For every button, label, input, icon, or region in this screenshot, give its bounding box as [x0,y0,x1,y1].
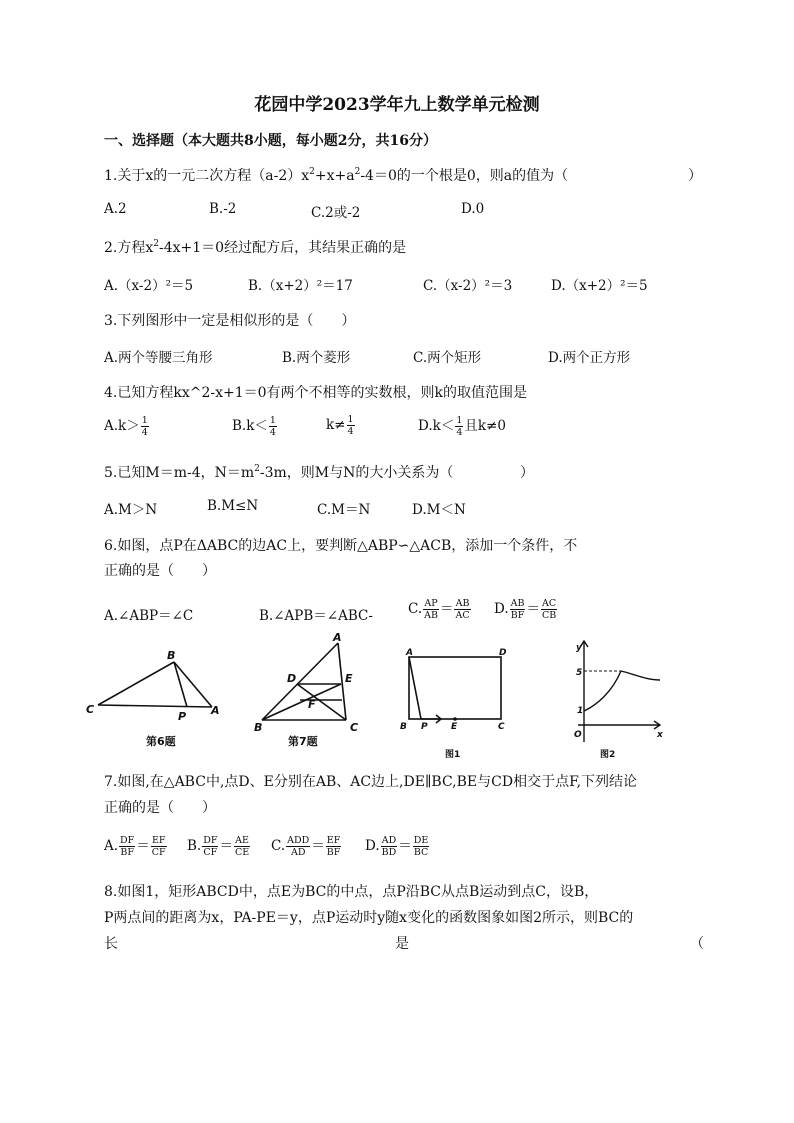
fraction [202,835,218,858]
fig7-label-f: F [308,698,316,711]
fig1-caption: 图1 [445,750,461,760]
fraction-numerator: AB [455,598,470,609]
q5-option-c: C.M＝N [317,502,371,518]
q5-option-a: A.M＞N [104,502,158,518]
fraction-denominator: 4 [269,427,276,438]
section-heading-choice: 一、选择题（本大题共8小题，每小题2分，共16分） [104,133,437,149]
equals-sign: ＝ [136,838,150,854]
fraction [326,835,342,858]
q5-option-b: B.M≤N [207,498,259,514]
q6-option-d-label: D. [494,601,509,617]
fig1-label-p: P [421,722,428,732]
fraction-numerator: 1 [269,415,276,426]
fraction-denominator: 4 [456,427,463,438]
question-8-line-3c: （ [690,936,704,952]
question-8-line-3a: 长 [104,936,118,952]
fig2-label-5: 5 [576,668,583,678]
q2-option-c: C.（x-2）²＝3 [423,278,513,294]
fig6-segment-ca [98,705,212,707]
fig6-caption: 第6题 [146,735,176,748]
fig2-label-y: y [576,643,582,653]
q4-option-b-label: B.k＜ [232,418,268,434]
fig2-caption: 图2 [600,750,616,760]
fig2-label-origin: O [574,730,582,740]
q1-sup-2: 2 [354,167,361,177]
fraction-numerator: DF [120,835,135,846]
fraction-denominator: 4 [141,427,148,438]
q3-option-a: A.两个等腰三角形 [104,350,213,366]
q4-option-c-label: k≠ [326,417,346,433]
q2-sup: 2 [153,239,159,249]
q1-option-a: A.2 [104,201,127,217]
fig1-rectangle-abcd [409,657,501,719]
figure-graph [578,641,660,742]
fraction-numerator: DF [203,835,218,846]
fraction-numerator: 1 [347,414,354,425]
q1-text-a: 1.关于x的一元二次方程（a-2）x [104,168,310,184]
fig7-label-a: A [333,631,342,644]
q5-sup: 2 [254,464,260,474]
q5-paren-close: ） [520,465,534,481]
q1-sup-1: 2 [309,167,315,177]
q5-text-b: -3m，则M与N的大小关系为（ [259,465,454,481]
fraction-denominator: AB [424,610,438,621]
equals-sign: ＝ [439,601,454,617]
fig2-label-x: x [657,730,663,740]
fig7-segment-ab [262,643,338,720]
q7-option-a [104,834,168,858]
fraction-numerator: AB [510,598,525,609]
fig1-label-a: A [406,648,413,658]
fraction-numerator: 1 [141,415,148,426]
q2-text-b: -4x+1＝0经过配方后，其结果正确的是 [159,240,407,256]
fig7-label-b: B [254,721,263,734]
q7-option-c-label: C. [271,838,286,854]
fig1-label-e: E [451,722,458,732]
q7-option-d-label: D. [365,838,380,854]
fraction-denominator: AC [455,610,470,621]
question-6-line-2: 正确的是（ ） [104,563,216,579]
q1-option-b: B.-2 [209,201,237,217]
q7-option-b [187,834,251,858]
q7-option-c [271,834,342,858]
q6-option-c-label: C. [408,601,423,617]
q4-option-d-tail: 且k≠0 [464,418,506,434]
q7-option-d [365,834,430,858]
fig7-caption: 第7题 [288,735,318,748]
question-7-line-2: 正确的是（ ） [104,800,216,816]
fraction-numerator: DE [413,835,429,846]
fig2-curve-falling [621,671,660,680]
figure-7 [262,643,346,720]
fig1-label-c: C [498,722,505,732]
q1-text-c: -4＝0的一个根是0，则a的值为（ [360,168,569,184]
q5-option-d: D.M＜N [412,502,466,518]
q7-option-b-label: B. [187,838,202,854]
q1-text-b: +x+a [314,168,355,184]
fraction-denominator: AD [290,847,306,858]
fig6-label-p: P [178,710,187,723]
fraction-numerator: ADD [287,835,310,846]
fraction [413,835,430,858]
figure-6 [98,662,212,707]
fraction [381,835,398,858]
question-8-line-1: 8.如图1，矩形ABCD中，点E为BC的中点，点P沿BC从点B运动到点C，设B， [104,884,599,900]
fig6-label-a: A [211,704,220,717]
q1-option-c: C.2或-2 [311,205,361,221]
q6-option-a: A.∠ABP＝∠C [104,608,194,624]
fraction [119,835,135,858]
q2-option-b: B.（x+2）²＝17 [248,278,353,294]
fraction-denominator: BC [413,847,429,858]
fig1-point-e [453,717,457,721]
figure-rectangle [409,657,501,723]
equals-sign: ＝ [219,838,233,854]
fig6-segment-cb [98,662,174,705]
fraction-denominator: BF [510,610,525,621]
question-3: 3.下列图形中一定是相似形的是（ ） [104,313,356,329]
fig7-label-d: D [287,672,297,685]
fig1-label-b: B [400,722,407,732]
equals-sign: ＝ [526,601,540,617]
equals-sign: ＝ [311,838,325,854]
fig2-label-1: 1 [577,706,584,716]
fraction-numerator: AC [542,598,557,609]
fraction-denominator: BF [326,847,341,858]
fraction-denominator: 4 [347,426,354,437]
fig7-segment-cd [297,684,346,720]
q3-option-c: C.两个矩形 [413,350,482,366]
fig1-segment-ap [409,657,421,719]
fraction [151,835,167,858]
question-8-line-3b: 是 [395,936,409,952]
q6-option-b: B.∠APB＝∠ABC- [259,608,373,624]
question-4: 4.已知方程kx^2-x+1＝0有两个不相等的实数根，则k的取值范围是 [104,385,528,401]
fraction [234,835,250,858]
fraction-denominator: CE [234,847,250,858]
fig7-segment-be [262,684,341,720]
q4-option-a-label: A.k＞ [104,418,140,434]
q1-paren-close: ） [688,168,702,184]
fraction-numerator: 1 [456,415,463,426]
fig1-label-d: D [499,648,507,658]
fig6-label-c: C [86,703,95,716]
q5-text-a: 5.已知M＝m-4，N＝m [104,465,255,481]
q2-option-d: D.（x+2）²＝5 [551,278,648,294]
fraction [286,835,310,858]
fraction-denominator: BD [381,847,397,858]
q1-option-d: D.0 [461,201,485,217]
fraction-numerator: AD [381,835,397,846]
fraction-numerator: EF [326,835,341,846]
q2-text-a: 2.方程x [104,240,154,256]
fig6-label-b: B [167,649,176,662]
fraction-denominator: CF [203,847,218,858]
q4-option-d-label: D.k＜ [418,418,455,434]
q2-option-a: A.（x-2）²＝5 [104,278,194,294]
fraction-denominator: BF [120,847,134,858]
fig7-label-e: E [345,672,353,685]
fraction-denominator: CF [151,847,166,858]
fraction-numerator: AP [424,598,438,609]
question-8-line-2: P两点间的距离为x，PA-PE＝y，点P运动时y随x变化的函数图象如图2所示，则BC的 [104,910,634,926]
question-6-line-1: 6.如图，点P在ΔABC的边AC上，要判断△ABP∽△ACB，添加一个条件，不 [104,538,578,554]
q7-option-a-label: A. [104,838,119,854]
q3-option-d: D.两个正方形 [548,350,631,366]
fig7-label-c: C [350,721,359,734]
question-7-line-1: 7.如图,在△ABC中,点D、E分别在AB、AC边上,DE∥BC,BE与CD相交于点F,下列结论 [104,774,638,790]
fig2-curve-rising [584,671,621,711]
page-title: 花园中学2023学年九上数学单元检测 [254,95,540,115]
fraction-denominator: CB [541,610,557,621]
equals-sign: ＝ [398,838,412,854]
q3-option-b: B.两个菱形 [282,350,351,366]
fraction-numerator: EF [151,835,166,846]
fraction-numerator: AE [235,835,249,846]
